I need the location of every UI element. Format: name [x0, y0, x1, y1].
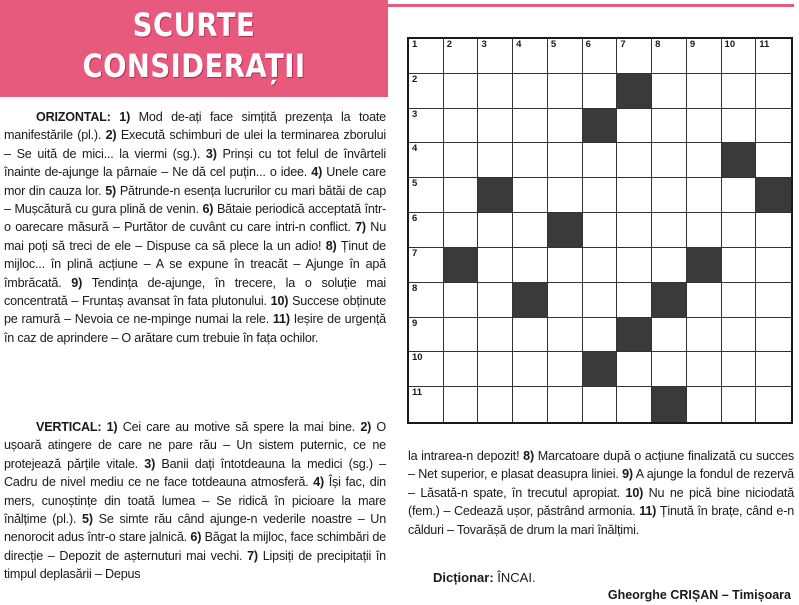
clue-horizontal-text: Unele care mor din cauza lor.: [4, 165, 386, 198]
grid-cell-black: [652, 387, 687, 422]
clue-horizontal-text: Mod de-ați face simțită prezența la toate manifestările (pl.).: [4, 110, 386, 143]
clue-horizontal-number: 1): [110, 110, 131, 124]
grid-cell[interactable]: [687, 352, 722, 387]
grid-cell[interactable]: [583, 178, 618, 213]
grid-cell[interactable]: [617, 387, 652, 422]
grid-cell[interactable]: [548, 143, 583, 178]
grid-cell[interactable]: [409, 178, 444, 213]
clue-vertical-text: A ajunge la fondul de rezervă – Lăsată-n spate, în trecutul apropiat.: [408, 467, 794, 500]
grid-cell-black: [513, 283, 548, 318]
grid-cell[interactable]: [652, 213, 687, 248]
grid-cell[interactable]: [722, 109, 757, 144]
grid-cell[interactable]: [548, 74, 583, 109]
column-number: 3: [481, 39, 487, 50]
grid-cell[interactable]: [444, 213, 479, 248]
grid-cell[interactable]: [617, 283, 652, 318]
row-number: 2: [412, 73, 418, 85]
grid-cell-black: [687, 248, 722, 283]
grid-cell[interactable]: [444, 352, 479, 387]
grid-cell[interactable]: [409, 318, 444, 353]
grid-cell[interactable]: [409, 74, 444, 109]
grid-cell[interactable]: [756, 109, 791, 144]
grid-cell[interactable]: [478, 352, 513, 387]
clue-horizontal-number: 11): [269, 312, 290, 327]
clue-vertical-text: Marcatoare după o acțiune finalizată cu succes – Net superior, e plasat deasupra liniei.: [408, 449, 794, 482]
grid-cell[interactable]: [617, 352, 652, 387]
grid-cell[interactable]: [756, 352, 791, 387]
grid-cell[interactable]: [722, 178, 757, 213]
row-number: 7: [412, 247, 418, 259]
clue-horizontal-text: Tendința de-ajunge, în trecere, la o soluție mai concentrată – Fruntaș avansat în fata plutonului.: [4, 275, 386, 309]
clue-vertical-text: Se simte rău când ajunge-n vederile noastre – Un nenorocit adus într-o stare jalnică.: [4, 512, 386, 545]
clue-horizontal-number: 6): [198, 202, 214, 217]
grid-cell-black: [583, 109, 618, 144]
grid-cell[interactable]: [548, 387, 583, 422]
clues-horizontal-label: ORIZONTAL:: [36, 110, 111, 124]
grid-cell-black: [478, 178, 513, 213]
grid-cell[interactable]: [652, 178, 687, 213]
clue-vertical-number: 6): [186, 530, 202, 545]
grid-cell[interactable]: [617, 213, 652, 248]
grid-cell[interactable]: [687, 213, 722, 248]
clue-vertical-number: 7): [242, 548, 258, 563]
grid-cell[interactable]: [652, 109, 687, 144]
clue-horizontal-text: Ținut de mijloc... în plină acțiune – A se expune în treacăt – Ajunge în apă îmbrăcată.: [4, 238, 386, 290]
grid-cell[interactable]: [687, 387, 722, 422]
grid-cell[interactable]: [444, 143, 479, 178]
grid-cell[interactable]: [409, 248, 444, 283]
row-number: 11: [412, 387, 423, 399]
grid-cell[interactable]: [513, 74, 548, 109]
clues-horizontal: [4, 108, 386, 347]
grid-cell[interactable]: [722, 39, 757, 74]
grid-cell[interactable]: [652, 74, 687, 109]
grid-cell[interactable]: [478, 283, 513, 318]
clue-vertical-text: Banii dați întotdeauna la medici (sg.) – Cadru de nivel mediu ce ne face totdeauna atmosferă.: [4, 456, 386, 490]
grid-cell[interactable]: [409, 283, 444, 318]
grid-cell[interactable]: [652, 39, 687, 74]
column-number: 9: [689, 39, 696, 50]
grid-cell[interactable]: [687, 109, 722, 144]
grid-cell[interactable]: [652, 318, 687, 353]
grid-cell[interactable]: [756, 387, 791, 422]
grid-cell[interactable]: [617, 39, 652, 74]
clue-horizontal-text: Succese obținute pe ramură – Nevoia ce ne-mpinge numai la rele.: [4, 294, 386, 327]
grid-cell[interactable]: [617, 248, 652, 283]
clue-vertical-number: 5): [76, 512, 93, 527]
row-number: 5: [412, 178, 418, 190]
grid-cell[interactable]: [513, 39, 548, 74]
grid-cell[interactable]: [617, 143, 652, 178]
grid-cell[interactable]: [756, 39, 791, 74]
clue-horizontal-number: 10): [266, 294, 289, 309]
dictionary-label: Dicționar: [433, 570, 490, 585]
grid-cell[interactable]: [756, 143, 791, 178]
column-number: 7: [620, 39, 626, 50]
grid-cell[interactable]: [722, 387, 757, 422]
top-divider: [388, 4, 794, 7]
clue-horizontal-number: 5): [101, 183, 116, 198]
grid-cell[interactable]: [617, 109, 652, 144]
clues-horizontal-text: [4, 108, 386, 347]
title-banner: [0, 0, 388, 97]
clues-vertical-continued-text: [408, 447, 794, 539]
grid-cell-black: [548, 213, 583, 248]
grid-cell[interactable]: [478, 248, 513, 283]
grid-cell[interactable]: [687, 178, 722, 213]
clue-vertical-number: 10): [619, 485, 644, 500]
grid-cell[interactable]: [478, 109, 513, 144]
grid-cell[interactable]: [722, 318, 757, 353]
grid-cell[interactable]: [548, 39, 583, 74]
clue-horizontal-number: 8): [321, 238, 337, 253]
clues-vertical-continued: [408, 447, 794, 539]
grid-cell[interactable]: [478, 387, 513, 422]
grid-cell[interactable]: [583, 143, 618, 178]
grid-cell[interactable]: [756, 248, 791, 283]
grid-cell[interactable]: [756, 74, 791, 109]
clues-vertical-label: VERTICAL:: [36, 420, 102, 434]
clues-vertical-text: [4, 418, 386, 584]
grid-cell[interactable]: [409, 213, 444, 248]
grid-cell[interactable]: [722, 352, 757, 387]
clue-horizontal-number: 3): [200, 146, 217, 161]
clue-vertical-number: 4): [308, 475, 324, 490]
grid-cell[interactable]: [652, 352, 687, 387]
clue-horizontal-text: Pătrunde-n esența lucrurilor cu mari bătăi de cap – Mușcătură cu gura plină de venin.: [4, 183, 386, 217]
clue-vertical-number: 2): [355, 420, 372, 434]
grid-cell[interactable]: [513, 213, 548, 248]
author: Gheorghe CRIȘAN – Timișoara: [607, 588, 791, 602]
grid-cell[interactable]: [409, 109, 444, 144]
clue-horizontal-text: Execută schimburi de ulei la terminarea zborului – Se uită de mici... la viermi (sg.).: [4, 128, 386, 161]
grid-cell[interactable]: [583, 39, 618, 74]
clue-horizontal-number: 9): [61, 275, 83, 290]
clue-vertical-number: 3): [137, 456, 156, 471]
clue-vertical-number: 8): [519, 449, 534, 463]
clue-horizontal-text: Bătaie periodică acceptată într-o oarecare măsură – Purtător de cuvânt cu care intri-n conflict.: [4, 202, 386, 235]
clue-vertical-text: Ținută în brațe, când e-n călduri – Tovarășă de drum la mari înălțimi.: [408, 504, 794, 537]
grid-cell-black: [756, 178, 791, 213]
grid-cell-black: [583, 352, 618, 387]
grid-cell[interactable]: [444, 318, 479, 353]
grid-cell[interactable]: [478, 213, 513, 248]
clue-vertical-text: Băgat la mijloc, face schimbări de direcție – Depozit de așternuturi mai vechi.: [4, 530, 386, 563]
grid-cell[interactable]: [548, 318, 583, 353]
clue-horizontal-text: Ieșire de urgență în caz de aprindere – O arătare cum trebuie în fața ochilor.: [4, 312, 386, 345]
clue-vertical-number: 9): [618, 467, 633, 482]
grid-cell[interactable]: [583, 318, 618, 353]
grid-cell[interactable]: [409, 352, 444, 387]
grid-cell-black: [617, 318, 652, 353]
clue-vertical-text: Nu ne pică bine niciodată (fem.) – Cedează ușor, păstrând armonia.: [408, 485, 795, 519]
grid-cell[interactable]: [583, 248, 618, 283]
grid-cell[interactable]: [652, 248, 687, 283]
dictionary-words: ÎNCAI.: [497, 570, 536, 585]
clue-vertical-text: Lipsiți de precipitații în timpul deplasării – Depus: [4, 548, 386, 582]
grid-cell[interactable]: [583, 74, 618, 109]
row-number: 3: [412, 108, 418, 120]
grid-cell[interactable]: [617, 178, 652, 213]
grid-cell[interactable]: [444, 109, 479, 144]
grid-cell[interactable]: [444, 178, 479, 213]
column-number: 8: [655, 39, 661, 50]
grid-cell[interactable]: [756, 213, 791, 248]
grid-cell[interactable]: [444, 74, 479, 109]
grid-cell[interactable]: [722, 248, 757, 283]
clue-7-end: la intrarea-n depozit!: [408, 449, 520, 463]
title-line-1: SCURTE: [132, 6, 256, 44]
grid-cell[interactable]: [687, 74, 722, 109]
grid-cell[interactable]: [756, 283, 791, 318]
column-number: 4: [516, 39, 522, 50]
crossword-grid: [407, 37, 793, 424]
grid-cell[interactable]: [652, 143, 687, 178]
clue-vertical-number: 11): [635, 504, 657, 519]
grid-cell[interactable]: [444, 39, 479, 74]
clue-vertical-text: Își fac, din mers, cunoștințe din toată lumea – Se ridică în picioare la mare înălțime (pl.).: [4, 475, 386, 527]
grid-cell[interactable]: [583, 283, 618, 318]
row-number: 4: [412, 143, 418, 155]
grid-cell[interactable]: [409, 387, 444, 422]
grid-cell[interactable]: [478, 143, 513, 178]
grid-cell[interactable]: [513, 143, 548, 178]
grid-cell[interactable]: [513, 352, 548, 387]
grid-cell[interactable]: [513, 387, 548, 422]
clue-vertical-number: 1): [101, 420, 118, 434]
clue-vertical-text: Cei care au motive să spere la mai bine.: [117, 420, 356, 434]
grid-cell[interactable]: [478, 318, 513, 353]
grid-cell-black: [617, 74, 652, 109]
grid-cell[interactable]: [513, 178, 548, 213]
grid-cell[interactable]: [722, 283, 757, 318]
grid-cell[interactable]: [756, 318, 791, 353]
grid-cell[interactable]: [513, 318, 548, 353]
grid-cell[interactable]: [548, 283, 583, 318]
grid-cell[interactable]: [583, 213, 618, 248]
row-number: 6: [412, 213, 418, 225]
grid-cell-black: [722, 143, 757, 178]
clue-horizontal-number: 4): [307, 165, 323, 180]
row-number: 10: [412, 352, 423, 364]
grid-cell[interactable]: [444, 387, 479, 422]
grid-cell[interactable]: [513, 109, 548, 144]
clue-horizontal-number: 2): [101, 128, 117, 143]
column-number: 1: [412, 39, 418, 50]
clues-vertical: [4, 418, 386, 584]
grid-cell[interactable]: [583, 387, 618, 422]
grid-cell[interactable]: [513, 248, 548, 283]
grid-cell[interactable]: [722, 74, 757, 109]
column-number: 5: [550, 39, 557, 50]
dictionary: Dicționar: ÎNCAI.: [433, 570, 536, 585]
grid-cell[interactable]: [548, 248, 583, 283]
clue-horizontal-text: Prinși cu tot felul de învârteli înainte de-ajunge la pârnaie – Ne dă cel puțin... o idee.: [4, 146, 386, 180]
column-number: 10: [724, 39, 736, 50]
grid-cell[interactable]: [722, 213, 757, 248]
column-number: 2: [446, 39, 453, 50]
grid-cell[interactable]: [409, 39, 444, 74]
clue-horizontal-text: Nu mai poți să treci de ele – Dispuse ca să plece la un adio!: [4, 220, 386, 253]
grid-cell[interactable]: [687, 143, 722, 178]
row-number: 9: [412, 317, 418, 329]
grid-cell[interactable]: [548, 352, 583, 387]
grid-cell[interactable]: [444, 283, 479, 318]
clue-horizontal-number: 7): [350, 220, 366, 235]
row-number: 8: [412, 282, 418, 294]
grid-cell[interactable]: [548, 178, 583, 213]
grid-cell-black: [444, 248, 479, 283]
grid-cell[interactable]: [409, 143, 444, 178]
grid-cell[interactable]: [548, 109, 583, 144]
grid-cell[interactable]: [478, 39, 513, 74]
grid-cell[interactable]: [687, 39, 722, 74]
grid-cell-black: [652, 283, 687, 318]
grid-cell[interactable]: [687, 283, 722, 318]
column-number: 6: [585, 39, 591, 50]
grid-cell[interactable]: [478, 74, 513, 109]
title-line-2: CONSIDERAȚII: [82, 47, 306, 85]
clue-vertical-text: O ușoară atingere de care ne pare rău – Un sistem puternic, ce ne protejează părțile vitale.: [4, 420, 386, 471]
grid-cell[interactable]: [687, 318, 722, 353]
column-number: 11: [759, 39, 770, 50]
